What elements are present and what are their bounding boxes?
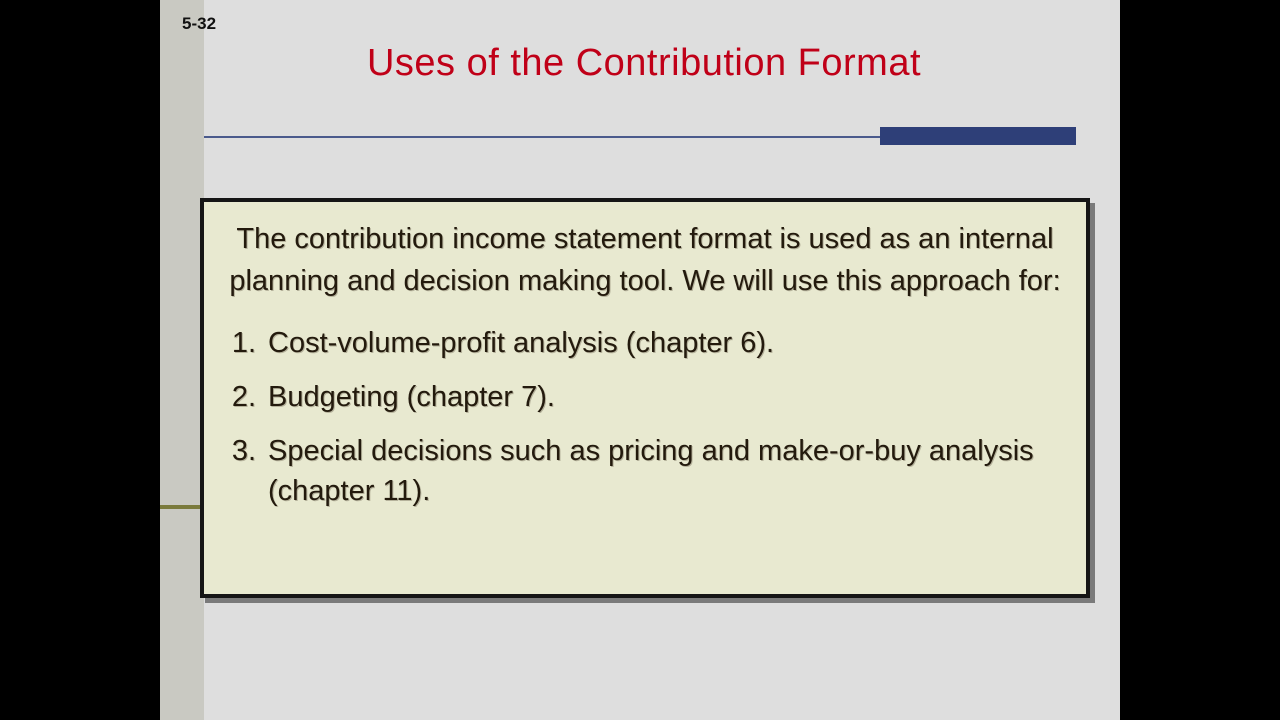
list-item-number: 2. (231, 381, 256, 414)
slide-number: 5-32 (182, 14, 217, 33)
slide-canvas (160, 0, 1120, 720)
list-item-label: Budgeting (chapter 7). (268, 381, 555, 414)
letterbox-right (1120, 0, 1280, 720)
list-item (220, 432, 1066, 510)
numbered-list (204, 324, 1086, 511)
list-item (220, 378, 1066, 417)
list-item-number: 1. (231, 327, 256, 360)
list-item-number: 3. (231, 435, 256, 468)
list-item-label: Cost-volume-profit analysis (chapter 6). (268, 327, 775, 360)
intro-paragraph: The contribution income statement format is used as an internal planning and decision making tool. We will use this approach for: (229, 223, 1061, 298)
slide-left-band (160, 0, 204, 720)
title-divider-accent-block (880, 127, 1076, 145)
page-title: Uses of the Contribution Format (366, 42, 922, 84)
content-box (200, 198, 1090, 598)
list-item-label: Special decisions such as pricing and make-or-buy analysis (chapter 11). (268, 435, 1034, 507)
letterbox-left (0, 0, 160, 720)
slide-left-band-accent (160, 505, 204, 509)
list-item (220, 324, 1066, 363)
